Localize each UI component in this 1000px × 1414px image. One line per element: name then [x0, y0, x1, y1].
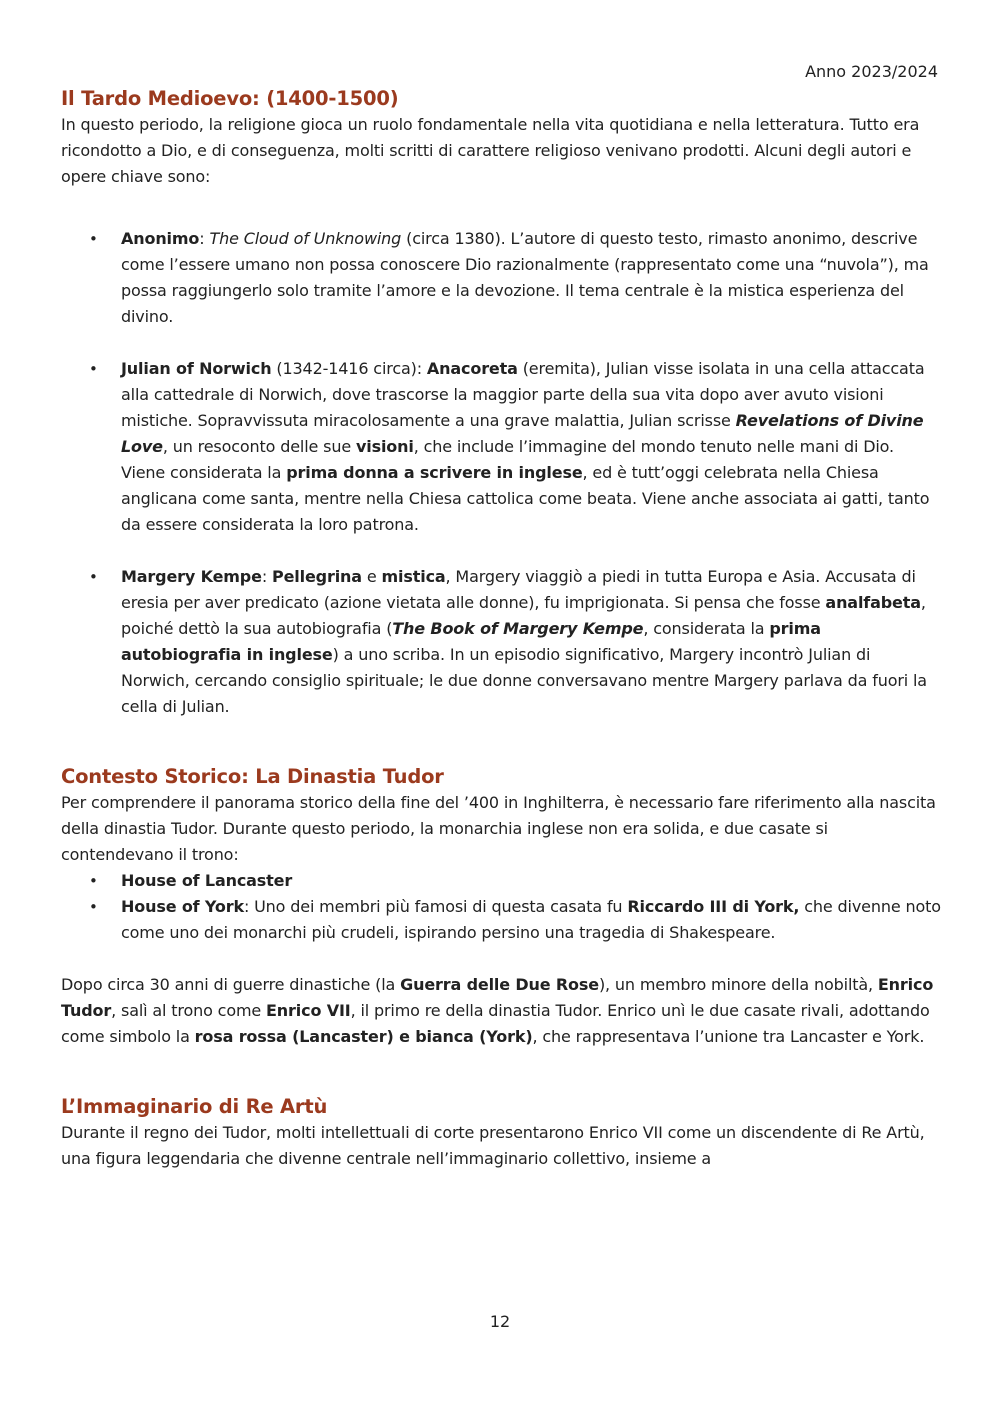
section-intro-tardo-medioevo: In questo periodo, la religione gioca un ruolo fondamentale nella vita quotidiana e nella letteratura. Tutto era ricondotto a Dio, e di conseguenza, molti scritti di carattere religioso venivano prodotti. Alcuni degli autori e opere chiave sono: [61, 115, 920, 186]
section-title-re-artu: L’Immaginario di Re Artù [61, 1095, 328, 1118]
header-year: Anno 2023/2024 [805, 62, 938, 81]
author-name: Julian of Norwich [121, 359, 272, 378]
list-item-julian: • Julian of Norwich (1342-1416 circa): Anacoreta (eremita), Julian visse isolata in una cella attaccata alla cattedrale di Norwich, dove trascorse la maggior parte della sua vita dopo aver avuto visioni mistiche. Sopravvissuta miracolosamente a una grave malattia, Julian scrisse Revelations of Divine Love, un resoconto delle sue visioni, che include l’immagine del mondo tenuto nelle mani di Dio. Viene considerata la prima donna a scrivere in inglese, ed è tutt’oggi celebrata nella Chiesa anglicana come santa, mentre nella Chiesa cattolica come beata. Viene anche associata ai gatti, tanto da essere considerata la loro patrona. [61, 356, 941, 538]
authors-list [61, 226, 941, 720]
work-title: The Book of Margery Kempe [392, 619, 644, 638]
author-name: Margery Kempe [121, 567, 262, 586]
section-title-tudor: Contesto Storico: La Dinastia Tudor [61, 765, 444, 788]
list-item-york: • House of York: Uno dei membri più famosi di questa casata fu Riccardo III di York, che divenne noto come uno dei monarchi più crudeli, ispirando persino una tragedia di Shakespeare. [61, 894, 941, 946]
page-content [61, 86, 941, 1172]
author-name: Anonimo [121, 229, 200, 248]
houses-list [61, 868, 941, 946]
section-title-tardo-medioevo: Il Tardo Medioevo: (1400-1500) [61, 87, 399, 110]
page-number: 12 [489, 1312, 511, 1331]
section-intro-re-artu: Durante il regno dei Tudor, molti intellettuali di corte presentarono Enrico VII come un discendente di Re Artù, una figura leggendaria che divenne centrale nell’immaginario collettivo, insieme a [61, 1123, 925, 1168]
section-intro-tudor: Per comprendere il panorama storico della fine del ’400 in Inghilterra, è necessario fare riferimento alla nascita della dinastia Tudor. Durante questo periodo, la monarchia inglese non era solida, e due casate si contendevano il trono: [61, 793, 936, 864]
tudor-paragraph: Dopo circa 30 anni di guerre dinastiche (la Guerra delle Due Rose), un membro minore della nobiltà, Enrico Tudor, salì al trono come Enrico VII, il primo re della dinastia Tudor. Enrico unì le due casate rivali, adottando come simbolo la rosa rossa (Lancaster) e bianca (York), che rappresentava l’unione tra Lancaster e York. [61, 975, 934, 1046]
list-item-margery: • Margery Kempe: Pellegrina e mistica, Margery viaggiò a piedi in tutta Europa e Asia. Accusata di eresia per aver predicato (azione vietata alle donne), fu imprigionata. Si pensa che fosse analfabeta, poiché dettò la sua autobiografia (The Book of Margery Kempe, considerata la prima autobiografia in inglese) a uno scriba. In un episodio significativo, Margery incontrò Julian di Norwich, cercando consiglio spirituale; le due donne conversavano mentre Margery parlava da fuori la cella di Julian. [61, 564, 941, 720]
work-title: The Cloud of Unknowing [209, 229, 402, 248]
list-item-lancaster: • House of Lancaster [61, 868, 941, 894]
work-title: Revelations of Divine Love [121, 411, 924, 456]
list-item-anonimo: • Anonimo: The Cloud of Unknowing (circa 1380). L’autore di questo testo, rimasto anonimo, descrive come l’essere umano non possa conoscere Dio razionalmente (rappresentato come una “nuvola”), ma possa raggiungerlo solo tramite l’amore e la devozione. Il tema centrale è la mistica esperienza del divino. [61, 226, 941, 330]
